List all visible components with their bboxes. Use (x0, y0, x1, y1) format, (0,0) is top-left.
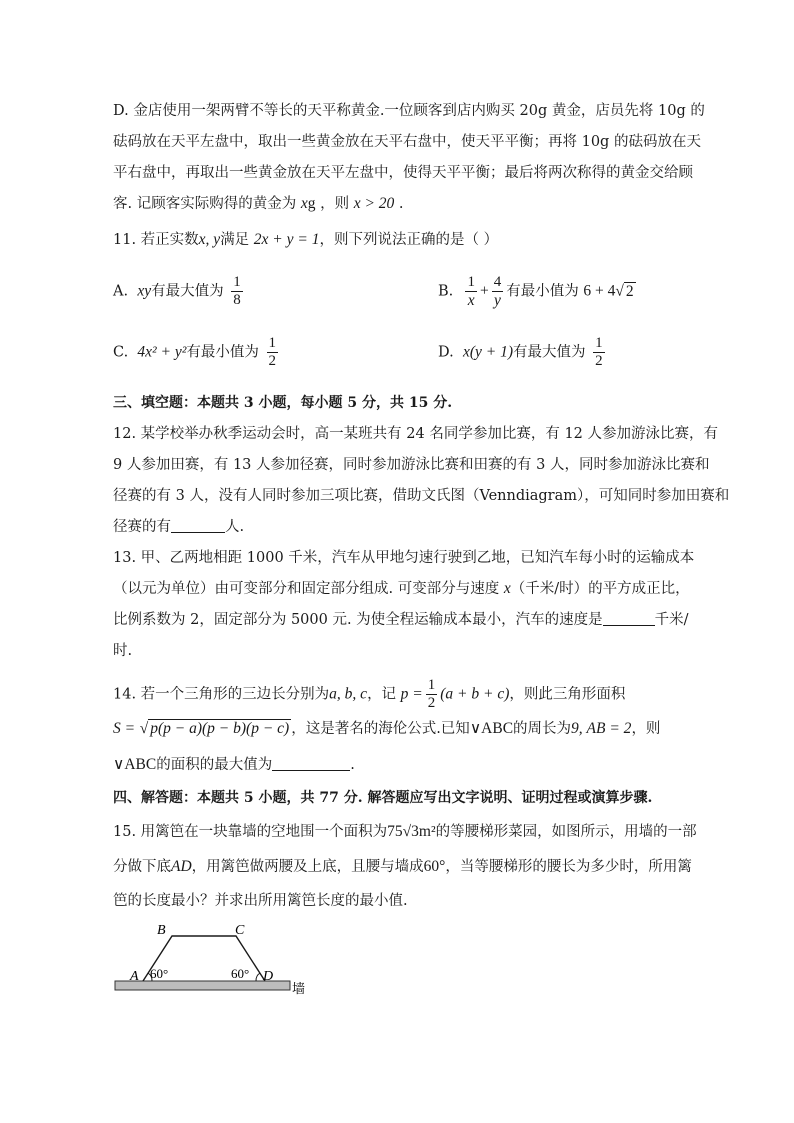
label-a: A (130, 969, 139, 984)
q15-line1-pre: 15. 用篱笆在一块靠墙的空地围一个面积为 (113, 824, 388, 840)
q12-answer-blank[interactable] (171, 518, 225, 533)
q11-b-text: 有最小值为 (506, 283, 579, 300)
q11-b-f2-den: y (494, 292, 501, 309)
q11-b-value-radicand: 2 (625, 282, 634, 300)
q11-option-d (438, 335, 608, 370)
angle-label-a: 60° (150, 966, 169, 981)
q13-answer-blank[interactable] (603, 611, 655, 626)
q11-d-fraction (593, 335, 605, 370)
q11-b-value-pre: 6 + 4 (583, 282, 616, 300)
q11-d-den: 2 (595, 353, 603, 369)
option-d-text: 客. 记顾客实际购得的黄金为 (113, 196, 297, 212)
option-d-inequality: x > 20 (353, 195, 395, 212)
question-15-line-2 (113, 857, 692, 877)
q14-vars: a, b, c (329, 685, 368, 703)
q11-b-f2-num: 4 (493, 274, 502, 290)
q11-b-fraction-1 (465, 274, 477, 309)
q11-stem-end: ，则下列说法正确的是（ ） (319, 232, 499, 248)
q11-a-expr: xy (137, 282, 152, 300)
q14-heron-radicand: p(p − a)(p − b)(p − c) (150, 720, 290, 737)
q11-d-expr: x(y + 1) (462, 343, 513, 361)
section-3-heading: 三、填空题：本题共 3 小题，每小题 5 分，共 15 分. (113, 395, 453, 411)
q15-angle: 60° (423, 858, 446, 875)
q14-s-def: S = (113, 720, 136, 737)
q15-line2-mid: ，用篱笆做两腰及上底，且腰与墙成 (191, 859, 424, 875)
option-d-line-4 (113, 194, 404, 214)
wall-label: 墙 (292, 981, 306, 996)
q14-line3-pre: 的面积的最大值为 (156, 757, 273, 773)
q14-line3-end: . (350, 757, 355, 773)
q11-a-label: A. (113, 283, 129, 300)
q11-c-den: 2 (268, 353, 277, 369)
q11-b-f1-den: x (467, 292, 475, 309)
q15-line2-end: ，当等腰梯形的腰长为多少时，所用篱 (445, 859, 692, 875)
question-12-line-2: 9 人参加田赛，有 13 人参加径赛，同时参加游泳比赛和田赛的有 3 人，同时参加游泳比赛和 (113, 457, 710, 473)
q14-line2-mid2: 的周长为 (513, 721, 572, 737)
question-13-line-1: 13. 甲、乙两地相距 1000 千米，汽车从甲地匀速行驶到乙地，已知汽车每小时的运输成本 (113, 550, 695, 566)
q11-d-label: D. (438, 344, 454, 361)
q11-a-fraction (231, 274, 243, 309)
q14-sum: (a + b + c) (440, 685, 510, 703)
label-d: D (263, 969, 274, 984)
q11-b-value: 6 + 4√ 2 (583, 282, 634, 300)
q14-triangle-2: ∨ABC (113, 756, 157, 773)
angle-arc-d (256, 973, 260, 981)
question-11-stem (113, 230, 498, 250)
q12-line4-end: 人. (225, 519, 245, 535)
q11-b-label: B. (438, 283, 454, 300)
q13-line3-pre: 比例系数为 2，固定部分为 5000 元. 为使全程运输成本最小，汽车的速度是 (113, 612, 603, 628)
q14-condition: 9, AB = 2 (571, 720, 632, 737)
q14-p-def: p = (400, 685, 423, 703)
q14-line1-end: ，则此三角形面积 (509, 686, 626, 703)
question-15-line-3: 笆的长度最小？并求出所用篱笆长度的最小值. (113, 893, 408, 909)
option-d-line-3: 平右盘中，再取出一些黄金放在天平左盘中，使得天平平衡；最后将两次称得的黄金交给顾 (113, 165, 693, 181)
q14-half-den: 2 (427, 695, 436, 711)
q14-line2-end: ，则 (631, 721, 661, 737)
q11-option-c (113, 335, 281, 370)
label-b: B (157, 923, 166, 938)
q15-line2-pre: 分做下底 (113, 859, 171, 875)
q11-d-text: 有最大值为 (512, 344, 586, 361)
option-d-end: . (398, 196, 404, 212)
question-12-line-4 (113, 517, 244, 537)
q15-area: 75√3m² (387, 823, 436, 840)
q11-b-fraction-2 (492, 274, 504, 309)
option-d-unit: g (307, 195, 316, 212)
section-4-heading: 四、解答题：本题共 5 小题，共 77 分. 解答题应写出文字说明、证明过程或演算步骤. (113, 790, 653, 806)
q11-c-text: 有最小值为 (186, 344, 259, 361)
question-12-line-3: 径赛的有 3 人，没有人同时参加三项比赛，借助文氏图（Venndiagram），可知同时参加田赛和 (113, 488, 730, 504)
q14-line2-mid: ，这是著名的海伦公式.已知 (291, 721, 470, 737)
angle-label-d: 60° (231, 966, 250, 981)
q13-line2-pre: （以元为单位）由可变部分和固定部分组成. 可变部分与速度 (113, 581, 500, 597)
q11-vars: x, y (198, 231, 221, 248)
question-15-line-1 (113, 822, 697, 842)
q11-option-b (438, 274, 636, 309)
q11-c-fraction (267, 335, 279, 370)
q11-stem-pre: 11. 若正实数 (113, 232, 199, 248)
label-c: C (235, 923, 245, 938)
q14-answer-blank[interactable] (272, 756, 350, 771)
question-14-line-3 (113, 755, 355, 775)
q11-c-label: C. (113, 344, 129, 361)
option-d-line-2: 砝码放在天平左盘中，取出一些黄金放在天平右盘中，使天平平衡；再将 10g 的砝码放在天 (113, 134, 701, 150)
q11-a-text: 有最大值为 (151, 283, 224, 300)
q11-condition: 2x + y = 1 (253, 231, 320, 248)
q14-line1-pre: 14. 若一个三角形的三边长分别为 (113, 686, 330, 703)
trapezoid-figure (105, 920, 325, 1000)
option-d-mid: ，则 (320, 196, 350, 212)
option-d-line-1: D. 金店使用一架两臂不等长的天平称黄金.一位顾客到店内购买 20g 黄金，店员先将 10g 的 (113, 103, 705, 119)
q14-half-num: 1 (427, 677, 436, 693)
q11-stem-mid: 满足 (220, 232, 250, 248)
q11-option-a (113, 274, 246, 309)
q12-line4-pre: 径赛的有 (113, 519, 171, 535)
q11-d-num: 1 (595, 335, 603, 351)
question-14-line-2 (113, 719, 660, 739)
q11-a-num: 1 (233, 274, 241, 290)
question-13-line-2 (113, 579, 690, 599)
question-13-line-3 (113, 610, 689, 630)
q14-half-fraction (426, 677, 438, 712)
q13-line2-end: （千米/时）的平方成正比， (510, 581, 690, 597)
q11-a-den: 8 (233, 292, 241, 308)
q13-line3-end: 千米/ (654, 612, 689, 628)
question-14-line-1 (113, 677, 625, 712)
q15-ad: AD (171, 858, 192, 875)
q14-heron: √ p(p − a)(p − b)(p − c) (139, 720, 290, 737)
q11-b-plus: + (479, 282, 489, 300)
q15-line1-end: 的等腰梯形菜园，如图所示，用墙的一部 (435, 824, 697, 840)
q13-var: x (503, 580, 511, 597)
option-d-var: x (300, 195, 308, 212)
q11-c-num: 1 (268, 335, 277, 351)
question-13-line-4: 时. (113, 643, 133, 659)
q14-triangle-1: ∨ABC (469, 720, 514, 737)
q11-b-f1-num: 1 (467, 274, 475, 290)
q14-line1-mid: ，记 (367, 686, 397, 703)
q11-c-expr: 4x² + y² (137, 343, 187, 361)
question-12-line-1: 12. 某学校举办秋季运动会时，高一某班共有 24 名同学参加比赛，有 12 人参加游泳比赛，有 (113, 426, 719, 442)
